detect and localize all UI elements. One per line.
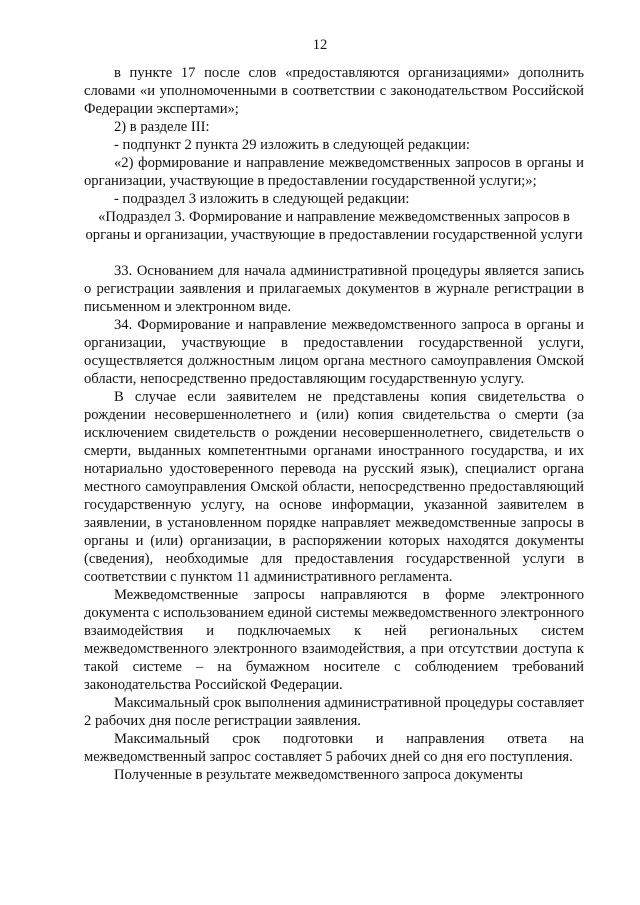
- paragraph-subsection-3: - подраздел 3 изложить в следующей редакции:: [114, 191, 410, 207]
- page-number: 12: [312, 37, 328, 53]
- paragraph-section-3: 2) в разделе III:: [114, 119, 210, 135]
- paragraph-received-documents: Полученные в результате межведомственного запроса документы: [114, 767, 523, 783]
- paragraph-max-procedure-term: Максимальный срок выполнения административной процедуры составляет 2 рабочих дня после регистрации заявления.: [84, 695, 584, 729]
- paragraph-missing-documents: В случае если заявителем не представлены копия свидетельства о рождении несовершеннолетнего и (или) копия свидетельства о смерти (за исключением свидетельств о рождении несовершеннолетнего, свидетельств о смерти, выданных компетентными органами иностранного государства, и их нотариально удостоверенного перевода на русский язык), специалист органа местного самоуправления Омской области, непосредственно предоставляющий государственную услугу, на основе информации, указанной заявителем в заявлении, в установленном порядке направляет межведомственные запросы в органы и (или) организации, в распоряжении которых находятся документы (сведения), необходимые для предоставления государственной услуги в соответствии с пунктом 11 административного регламента.: [84, 389, 584, 585]
- paragraph-electronic-requests: Межведомственные запросы направляются в форме электронного документа с использованием единой системы межведомственного электронного взаимодействия и подключаемых к ней региональных систем межведомственного электронного взаимодействия, а при отсутствии доступа к такой системе – на бумажном носителе с соблюдением требований законодательства Российской Федерации.: [84, 587, 584, 693]
- paragraph-34: 34. Формирование и направление межведомственного запроса в органы и организации, участвующие в предоставлении государственной услуги, осуществляется должностным лицом органа местного самоуправления Омской области, непосредственно предоставляющим государственную услугу.: [84, 317, 584, 387]
- paragraph-33: 33. Основанием для начала административной процедуры является запись о регистрации заявления и прилагаемых документов в журнале регистрации в письменном и электронном виде.: [84, 263, 584, 315]
- subsection-heading: «Подраздел 3. Формирование и направление межведомственных запросов в органы и организации, участвующие в предоставлении государственной услуги: [85, 209, 583, 243]
- paragraph-amend-item-17: в пункте 17 после слов «предоставляются организациями» дополнить словами «и уполномоченными в соответствии с законодательством Российской Федерации экспертами»;: [84, 65, 584, 117]
- paragraph-subitem-2-item-29: - подпункт 2 пункта 29 изложить в следующей редакции:: [114, 137, 470, 153]
- spacer: [84, 244, 584, 262]
- paragraph-quoted-subitem-2: «2) формирование и направление межведомственных запросов в органы и организации, участвующие в предоставлении государственной услуги;»;: [84, 155, 584, 189]
- paragraph-max-response-term: Максимальный срок подготовки и направления ответа на межведомственный запрос составляет 5 рабочих дней со дня его поступления.: [84, 731, 584, 765]
- document-body: [84, 64, 584, 784]
